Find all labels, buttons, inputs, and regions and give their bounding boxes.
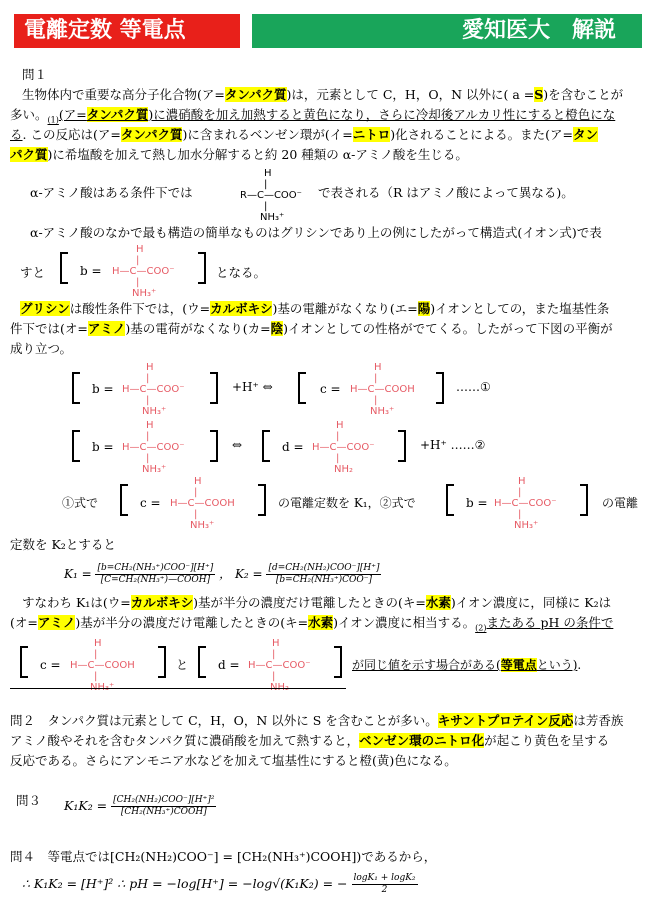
eq4-end: が同じ値を示す場合がある(等電点という). xyxy=(352,658,582,672)
eq4-and: と xyxy=(176,658,189,672)
structure-b-1: H | H—C—COO⁻ | NH₃⁺ xyxy=(112,244,175,299)
q2-line-1: 問２ タンパク質は元素として C，H，O，N 以外に S を含むことが多い。キサントプロテイン反応は芳香族 xyxy=(10,713,624,728)
eq1-bracket xyxy=(436,372,444,404)
q1-line-6: 件下では(オ=アミノ)基の電荷がなくなり(カ=陰)イオンとしての性格がでてくる。したがって下図の平衡が xyxy=(10,321,613,336)
eq1-arrow: +H⁺ ⇔ xyxy=(232,380,273,394)
eq3-bracket xyxy=(580,484,588,516)
q1-line-3: る. この反応は(ア=タンパク質)に含まれるベンゼン環が(イ=ニトロ)化されることによる。また(ア=タン xyxy=(10,127,598,142)
eq4-bracket xyxy=(198,646,206,678)
eq2-structure-b: H | H—C—COO⁻ | NH₃⁺ xyxy=(122,420,185,475)
q1-line-1: 生物体内で重要な高分子化合物(ア=タンパク質)は，元素として C，H，O，N 以外に( a =S)を含むことが xyxy=(22,87,624,102)
q1-label: 問１ xyxy=(22,67,48,82)
eq1-bracket xyxy=(298,372,306,404)
q4-line-2: ∴ K₁K₂ = [H⁺]² ∴ pH = −log[H⁺] = −log√(K₁K₂) = − $\frac{\text{logK₁ + logK₂}}{2}$ xyxy=(22,873,416,895)
header-title-right: 愛知医大 解説 xyxy=(252,14,642,48)
eq1-label-c: c = xyxy=(320,382,341,396)
amino-suffix: で表される（R はアミノ酸によって異なる)。 xyxy=(318,185,574,200)
q1-line-7: 成り立つ。 xyxy=(10,341,73,356)
eq3-bracket xyxy=(258,484,266,516)
eq3-bracket xyxy=(120,484,128,516)
eq2-number: +H⁺ ……② xyxy=(420,438,486,452)
q3-label: 問３ xyxy=(16,793,42,808)
eq4-bracket xyxy=(334,646,342,678)
eq1-label-b: b = xyxy=(92,382,114,396)
q2-line-2: アミノ酸やそれを含むタンパク質に濃硝酸を加えて熱すると，ベンゼン環のニトロ化が起こり黄色を呈する xyxy=(10,733,610,748)
eq3-structure-b: H | H—C—COO⁻ | NH₃⁺ xyxy=(494,476,557,531)
eq2-arrow: ⇔ xyxy=(232,438,243,452)
q3-formula: K₁K₂ = $\frac{\text{[CH₂(NH₂)COO⁻][H⁺]²}}{\text{[CH₂(NH₃⁺)COOH]}}$ xyxy=(64,795,215,817)
eq4-bracket xyxy=(20,646,28,678)
eq4-structure-c: H | H—C—COOH | NH₃⁺ xyxy=(70,638,135,693)
eq2-bracket xyxy=(210,430,218,462)
label-b: b = xyxy=(80,264,102,278)
eq4-label-c: c = xyxy=(40,658,61,672)
eq1-structure-b: H | H—C—COO⁻ | NH₃⁺ xyxy=(122,362,185,417)
eq4-structure-d: H | H—C—COO⁻ | NH₂ xyxy=(248,638,311,693)
eq3-structure-c: H | H—C—COOH | NH₃⁺ xyxy=(170,476,235,531)
eq2-structure-d: H | H—C—COO⁻ | NH₂ xyxy=(312,420,375,475)
divider xyxy=(10,688,346,689)
general-structure: H | R—C—COO⁻ | NH₃⁺ xyxy=(240,168,302,223)
eq1-bracket xyxy=(210,372,218,404)
eq3-label-b: b = xyxy=(466,496,488,510)
q1-line-9: (オ=アミノ)基が半分の濃度だけ電離したときの(キ=水素)イオン濃度に相当する。$_{(2)}$またある pH の条件で xyxy=(10,615,614,633)
eq3-label-c: c = xyxy=(140,496,161,510)
q1-line-5: グリシンは酸性条件下では，(ウ=カルボキシ)基の電離がなくなり(エ=陽)イオンとしての，また塩基性条 xyxy=(20,301,610,316)
header-title-left: 電離定数 等電点 xyxy=(14,14,240,48)
eq3-text-b: の電離定数を K₁，②式で xyxy=(278,496,416,510)
eq1-number: ……① xyxy=(456,380,491,394)
eq3-text-a: ①式で xyxy=(62,496,99,510)
bracket-right xyxy=(198,252,206,284)
q1-line-8: すなわち K₁は(ウ=カルボキシ)基が半分の濃度だけ電離したときの(キ=水素)イオン濃度に，同様に K₂は xyxy=(22,595,612,610)
q1-line-4: パク質)に希塩酸を加えて熱し加水分解すると約 20 種類の α-アミノ酸を生じる。 xyxy=(10,147,468,162)
eq2-bracket xyxy=(72,430,80,462)
eq4-bracket xyxy=(158,646,166,678)
eq2-bracket xyxy=(398,430,406,462)
eq3-text-c: の電離 xyxy=(602,496,639,510)
k2-line: 定数を K₂とすると xyxy=(10,537,116,552)
eq1-structure-c: H | H—C—COOH | NH₃⁺ xyxy=(350,362,415,417)
k1-k2-formulas: K₁ = $\frac{\text{[b=CH₂(NH₃⁺)COO⁻][H⁺]}}{\text{[C=CH₂(NH₃⁺)—COOH]}}$ ， K₂ = $\frac{\text{[d=CH₂(NH₂)COO⁻][H⁺]}}{\text{[b=CH₂(NH₃⁺)COO⁻]}}$ xyxy=(64,563,380,585)
eq2-label-d: d = xyxy=(282,440,304,454)
q4-line-1: 問４ 等電点では[CH₂(NH₂)COO⁻] = [CH₂(NH₃⁺)COOH])であるから， xyxy=(10,849,437,864)
eq2-bracket xyxy=(262,430,270,462)
eq1-bracket xyxy=(72,372,80,404)
tonaru-text: となる。 xyxy=(216,265,267,280)
bracket-left xyxy=(60,252,68,284)
eq2-label-b: b = xyxy=(92,440,114,454)
eq3-bracket xyxy=(446,484,454,516)
q1-line-2: 多い。$_{(1)}$(ア=タンパク質)に濃硝酸を加え加熱すると黄色になり，さらに冷却後アルカリ性にすると橙色にな xyxy=(10,107,616,125)
q2-line-3: 反応である。さらにアンモニア水などを加えて塩基性にすると橙(黄)色になる。 xyxy=(10,753,457,768)
eq4-label-d: d = xyxy=(218,658,240,672)
glycine-line: α-アミノ酸のなかで最も構造の簡単なものはグリシンであり上の例にしたがって構造式(イオン式)で表 xyxy=(30,225,602,240)
amino-intro: α-アミノ酸はある条件下では xyxy=(30,185,193,200)
suru-text: すと xyxy=(20,265,46,280)
